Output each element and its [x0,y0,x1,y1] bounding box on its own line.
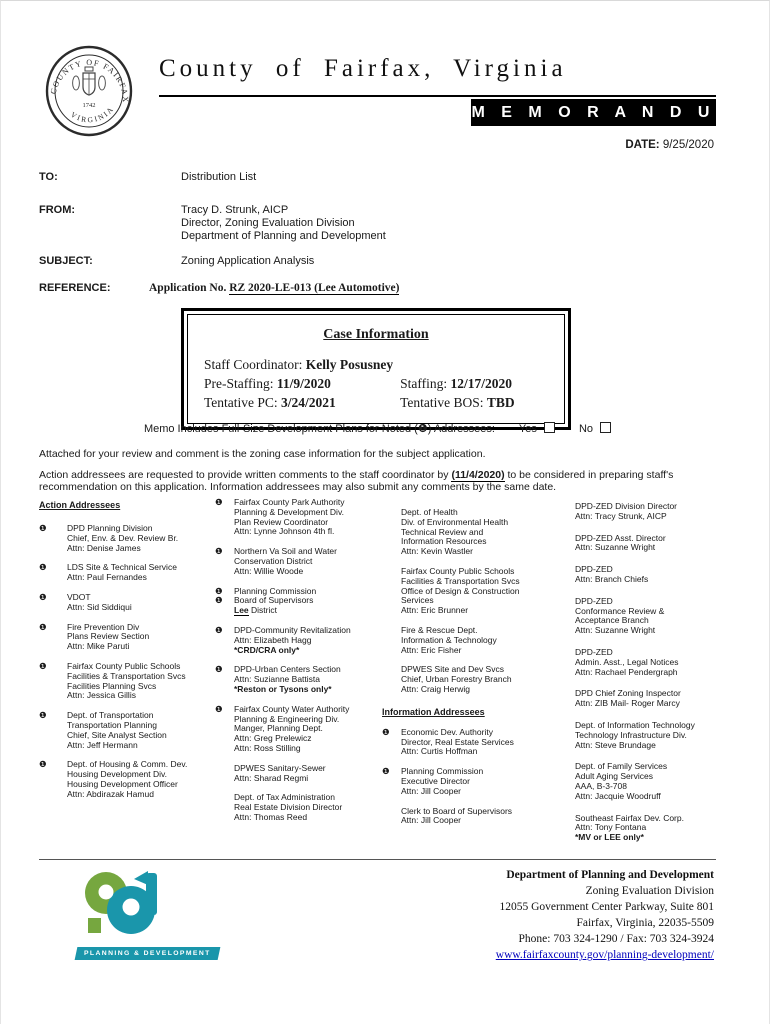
addressee-line: DPWES Site and Dev Svcs [401,664,504,675]
addressee-item [215,596,382,616]
addressee-item [39,623,215,652]
addressee-line: Attn: Sid Siddiqui [67,601,132,612]
addressee-item [575,814,712,843]
addressee-line: Acceptance Branch [575,615,649,626]
addressee-bullet-icon: ❶ [215,585,223,596]
addressee-item [382,508,575,557]
addressee-item [575,721,712,750]
footer-line: Phone: 703 324-1290 / Fax: 703 324-3924 [518,933,714,946]
addressee-item [39,563,215,583]
addressee-lines [67,623,149,652]
p2-after: to be considered in preparing staff's recommendation on this application. Information addressees may also submit any comments by the same date. [39,469,674,494]
action-addressees-column-2 [215,498,382,843]
tentative-bos-label: Tentative BOS: [400,395,487,410]
addressee-item [575,689,712,709]
addressee-line: Attn: Ross Stilling [234,742,301,753]
bullet-spacer [382,567,401,616]
addressee-line: Information & Technology [401,634,497,645]
addressee-line: DPD-ZED [575,646,613,657]
footer-divider [39,859,716,860]
addressee-line: AAA, B-3-708 [575,780,627,791]
tentative-bos-line [400,395,548,411]
no-checkbox[interactable] [600,422,611,433]
action-request-paragraph [39,469,716,493]
noted-bullet-icon: ❶ [417,423,428,435]
addressee-line: Attn: Elizabeth Hagg [234,634,312,645]
addressee-line: Technology Infrastructure Div. [575,729,687,740]
addressee-line: Attn: Lynne Johnson 4th fl. [234,526,335,537]
addressee-item [575,597,712,636]
pre-staffing-label: Pre-Staffing: [204,376,277,391]
addressee-bullet-icon: ❶ [382,766,390,777]
addressee-line: Attn: Curtis Hoffman [401,746,478,757]
addressee-bullet-icon: ❶ [39,621,47,632]
addressee-item [215,665,382,694]
addressee-lines [401,728,514,757]
addressee-line: Attn: Paul Fernandes [67,572,147,583]
addressee-line: Dept. of Transportation [67,710,154,721]
addressee-lines [234,793,342,822]
addressee-bullet-icon: ❶ [39,562,47,573]
addressee-line: DPD-ZED Division Director [575,501,678,511]
subject-row [39,255,679,267]
addressee-item [575,762,712,801]
addressee-line: Information Resources [401,536,487,547]
addressee-line: Attn: Suzanne Wright [575,542,656,553]
reference-value [149,282,399,294]
subject-label: SUBJECT: [39,255,93,267]
addressee-line: Fairfax County Water Authority [234,703,350,714]
addressee-item [215,764,382,784]
addressee-bullet-icon: ❶ [215,703,223,714]
addressee-line: Transportation Planning [67,719,157,730]
yes-checkbox[interactable] [544,422,555,433]
addressee-item [215,498,382,537]
addressee-bullet-icon: ❶ [39,523,47,533]
addressee-item [382,626,575,655]
addressee-lines [67,524,178,553]
addressee-lines [575,597,664,636]
addressee-line: Manger, Planning Dept. [234,723,323,734]
memo-includes-text: Memo Includes Full-Size Development Plans for Noted ( [143,423,418,435]
action-addressees-header: Action Addressees [39,500,121,510]
date-line [625,139,714,151]
addressee-bullet-icon: ❶ [39,660,47,671]
addressee-lines [401,626,497,655]
addressee-line: Lee District [234,605,277,616]
addressee-line: DPD Chief Zoning Inspector [575,688,681,699]
addressee-line: Dept. of Tax Administration [234,792,335,803]
addressees-column-4 [575,498,712,843]
logo-banner [75,947,220,960]
memo-includes-line [39,422,716,435]
addressees-column-3 [382,498,575,843]
addressee-lines [67,593,132,613]
addressee-item [215,793,382,822]
addressee-line: Attn: Sharad Regmi [234,772,309,783]
action-addressees-column-1 [39,498,215,843]
planning-development-logo [76,867,226,960]
addressee-item [575,565,712,585]
addressee-line: DPD-ZED Asst. Director [575,532,666,543]
addressee-line: DPD-ZED [575,595,613,606]
addressee-line: Attn: Jill Cooper [401,815,461,826]
addressee-item [215,705,382,754]
memorandum-banner: M E M O R A N D U M [471,99,716,126]
addressee-line: Attn: Rachael Pendergraph [575,666,678,677]
addressee-line: Admin. Asst., Legal Notices [575,656,679,667]
addressee-line: Attn: ZIB Mail- Roger Marcy [575,698,680,709]
addressee-line: Planning & Engineering Div. [234,713,340,724]
addressee-item [39,524,215,553]
intro-paragraph: Attached for your review and comment is the zoning case information for the subject application. [39,448,486,460]
addressee-item [382,807,575,827]
reference-prefix: Application No. [149,282,230,294]
addressee-line: Executive Director [401,775,470,786]
addressee-line: DPD-Urban Centers Section [234,664,341,675]
case-information-box [181,308,571,430]
footer-address-block [496,867,714,964]
addressee-line: Attn: Kevin Wastler [401,546,473,557]
from-value [181,204,386,243]
addressee-lines [67,662,186,701]
seal-top-text: COUNTY OF FAIRFAX [48,57,131,104]
addressee-line: Attn: Abdirazak Hamud [67,788,154,799]
addressee-line: Dept. of Health [401,507,458,517]
addressee-line: Attn: Suzianne Battista [234,674,320,685]
from-line: Director, Zoning Evaluation Division [181,217,355,229]
addressee-line: Div. of Environmental Health [401,516,509,527]
addressee-line: Attn: Tony Fontana [575,822,647,833]
addressee-lines [401,807,512,827]
addressee-bullet-icon: ❶ [215,664,223,675]
addressee-line: Dept. of Information Technology [575,719,695,730]
addressee-lines [575,502,677,522]
addressee-line: Director, Real Estate Services [401,736,514,747]
addressee-item [382,728,575,757]
from-line: Department of Planning and Development [181,230,386,242]
addressee-bullet-icon: ❶ [39,759,47,770]
tentative-pc-line [204,395,400,411]
addressee-line: Attn: Denise James [67,542,141,553]
addressee-line: Attn: Tracy Strunk, AICP [575,510,667,521]
addressee-bullet-icon: ❶ [39,710,47,721]
seal-crown-icon [85,67,93,71]
addressee-line: *CRD/CRA only* [234,644,300,655]
comment-deadline: (11/4/2020) [451,469,505,481]
addressee-line: Plans Review Section [67,631,150,642]
addressee-line: Fire Prevention Div [67,621,140,632]
to-row [39,171,679,183]
addressee-line: Fairfax County Park Authority [234,497,345,507]
addressee-line: Attn: Jill Cooper [401,785,461,796]
addressee-line: Board of Supervisors [234,595,314,606]
addressee-line: Conformance Review & [575,605,665,616]
from-row [39,204,679,243]
staff-coordinator-value: Kelly Posusney [305,357,394,372]
addressee-line: Planning Commission [401,766,484,777]
seal-year: 1742 [82,102,96,109]
addressee-item [575,648,712,677]
addressee-line: Attn: Suzanne Wright [575,625,656,636]
addressee-line: Conservation District [234,555,313,566]
county-seal-icon [43,45,135,137]
addressee-lines [575,762,667,801]
addressee-line: Dept. of Housing & Comm. Dev. [67,759,188,770]
addressee-line: Technical Review and [401,526,484,537]
addressee-lines [575,721,695,750]
date-label: DATE: [625,139,660,151]
seal-lion-right-icon [99,76,106,90]
addressee-line: Housing Development Officer [67,778,178,789]
addressee-lines [67,711,167,750]
addressee-line: Chief, Env. & Dev. Review Br. [67,532,179,543]
subject-value: Zoning Application Analysis [181,255,315,267]
from-label: FROM: [39,204,76,216]
addressee-item [575,534,712,554]
addressee-lines [401,567,520,616]
addressee-line: DPD-ZED [575,564,613,575]
addressee-line: Attn: Mike Paruti [67,641,130,652]
title-rule [159,95,716,97]
addressee-line: Attn: Jeff Hermann [67,739,138,750]
addressee-lines [575,534,666,554]
addressee-line: Economic Dev. Authority [401,726,493,737]
addressee-lines [67,760,187,799]
addressee-lines [401,767,483,796]
addressee-lines [575,689,681,709]
addressee-line: Fairfax County Public Schools [67,660,181,671]
bullet-spacer [382,665,401,694]
addressee-line: DPD-Community Revitalization [234,624,351,635]
addressee-item [215,547,382,576]
addressee-lines [234,498,345,537]
bullet-spacer [215,793,234,822]
addressee-line: Attn: Jessica Gillis [67,690,136,701]
bullet-spacer [382,508,401,557]
addressee-line: Facilities & Transportation Svcs [401,575,520,586]
addressee-line: Office of Design & Construction [401,585,520,596]
staffing-value: 12/17/2020 [450,376,512,391]
addressee-line: Attn: Steve Brundage [575,739,656,750]
addressee-lines [575,814,684,843]
document-title: County of Fairfax, Virginia [159,55,567,82]
date-value: 9/25/2020 [662,139,714,151]
addressee-lines [234,764,326,784]
addressee-bullet-icon: ❶ [215,497,223,507]
addressee-bullet-icon: ❶ [215,546,223,557]
addressee-lines [234,626,351,655]
tentative-pc-value: 3/24/2021 [281,395,336,410]
addressee-lines [401,665,512,694]
from-line: Tracy D. Strunk, AICP [181,204,289,216]
reference-label: REFERENCE: [39,282,111,294]
p2-before: Action addressees are requested to provide written comments to the staff coordinator by [39,469,452,481]
addressee-line: DPD Planning Division [67,523,153,533]
pd-logo-icon [76,867,176,937]
addressee-lines [401,508,508,557]
addressee-line: Northern Va Soil and Water [234,546,337,557]
no-label: No [578,423,594,435]
addressee-line: Housing Development Div. [67,769,167,780]
addressee-line: Southeast Fairfax Dev. Corp. [575,812,684,823]
addressee-line: Planning & Development Div. [234,506,344,517]
addressee-lines [234,665,341,694]
addressee-line: Services [401,595,434,606]
addressee-item [215,626,382,655]
staffing-line [400,376,548,392]
addressee-lines [575,565,648,585]
addressee-line: VDOT [67,591,91,602]
addressee-item [382,567,575,616]
addressee-lines [234,596,313,616]
addressee-item [39,593,215,613]
footer-line: Zoning Evaluation Division [585,885,714,898]
seal-bottom-text: VIRGINIA [69,103,117,125]
addressee-item [382,767,575,796]
addressee-line: Attn: Craig Herwig [401,683,470,694]
yes-label: Yes [518,423,537,435]
addressee-line: Attn: Eric Fisher [401,644,462,655]
addressee-line: Fairfax County Public Schools [401,565,515,576]
footer-line: 12055 Government Center Parkway, Suite 801 [499,901,714,914]
addressee-line: Attn: Branch Chiefs [575,573,649,584]
addressee-lines [575,648,678,677]
addressee-line: Plan Review Coordinator [234,516,329,527]
addressee-line: Attn: Willie Woode [234,565,304,576]
addressee-line: Chief, Site Analyst Section [67,729,167,740]
addressee-line: Fire & Rescue Dept. [401,624,478,635]
addressee-line: Planning Commission [234,585,317,596]
bullet-spacer [215,764,234,784]
addressee-lines [67,563,177,583]
memo-includes-text-after: ) Addressees: [427,423,495,435]
application-number: RZ 2020-LE-013 (Lee Automotive) [229,282,400,294]
addressee-line: *MV or LEE only* [575,832,644,843]
addressee-item [39,760,215,799]
addressee-item [382,665,575,694]
addressee-lines [234,547,337,576]
addressee-bullet-icon: ❶ [39,591,47,602]
seal-lion-left-icon [73,76,80,90]
addressee-columns [39,498,716,843]
addressee-line: Dept. of Family Services [575,761,668,772]
staff-coordinator-line [204,357,548,373]
addressee-line: Adult Aging Services [575,771,653,782]
logo-banner-text: PLANNING & DEVELOPMENT [84,950,211,957]
addressee-line: DPWES Sanitary-Sewer [234,762,326,773]
addressee-line: Facilities Planning Svcs [67,680,157,691]
tentative-bos-value: TBD [486,395,515,410]
tentative-pc-label: Tentative PC: [204,395,282,410]
addressee-item [575,502,712,522]
case-information-title: Case Information [323,327,429,342]
bullet-spacer [382,626,401,655]
county-seal [43,45,135,142]
staffing-label: Staffing: [400,376,451,391]
to-value: Distribution List [181,171,257,183]
addressee-line: Attn: Eric Brunner [401,605,469,616]
addressee-bullet-icon: ❶ [215,624,223,635]
footer-website-link[interactable]: www.fairfaxcounty.gov/planning-development/ [495,949,714,962]
to-label: TO: [39,171,58,183]
addressee-lines [234,705,349,754]
footer-department: Department of Planning and Development [506,869,714,881]
addressee-line: Chief, Urban Forestry Branch [401,674,512,685]
reference-row [39,282,679,294]
information-addressees-header: Information Addressees [382,706,485,717]
addressee-line: *Reston or Tysons only* [234,683,332,694]
footer-line: Fairfax, Virginia, 22035-5509 [576,917,714,930]
addressee-line: Real Estate Division Director [234,802,343,813]
addressee-bullet-icon: ❶ [215,595,223,606]
addressee-line: Clerk to Board of Supervisors [401,805,513,816]
addressee-line: Facilities & Transportation Svcs [67,670,186,681]
addressee-item [39,711,215,750]
addressee-line: Attn: Thomas Reed [234,811,308,822]
addressee-bullet-icon: ❶ [382,726,390,737]
staff-coordinator-label: Staff Coordinator: [204,357,306,372]
pre-staffing-value: 11/9/2020 [276,376,331,391]
addressee-line: Attn: Jacquie Woodruff [575,790,661,801]
addressee-line: LDS Site & Technical Service [67,562,177,573]
addressee-line: Attn: Greg Prelewicz [234,733,312,744]
pre-staffing-line [204,376,400,392]
addressee-item [39,662,215,701]
bullet-spacer [382,807,401,827]
